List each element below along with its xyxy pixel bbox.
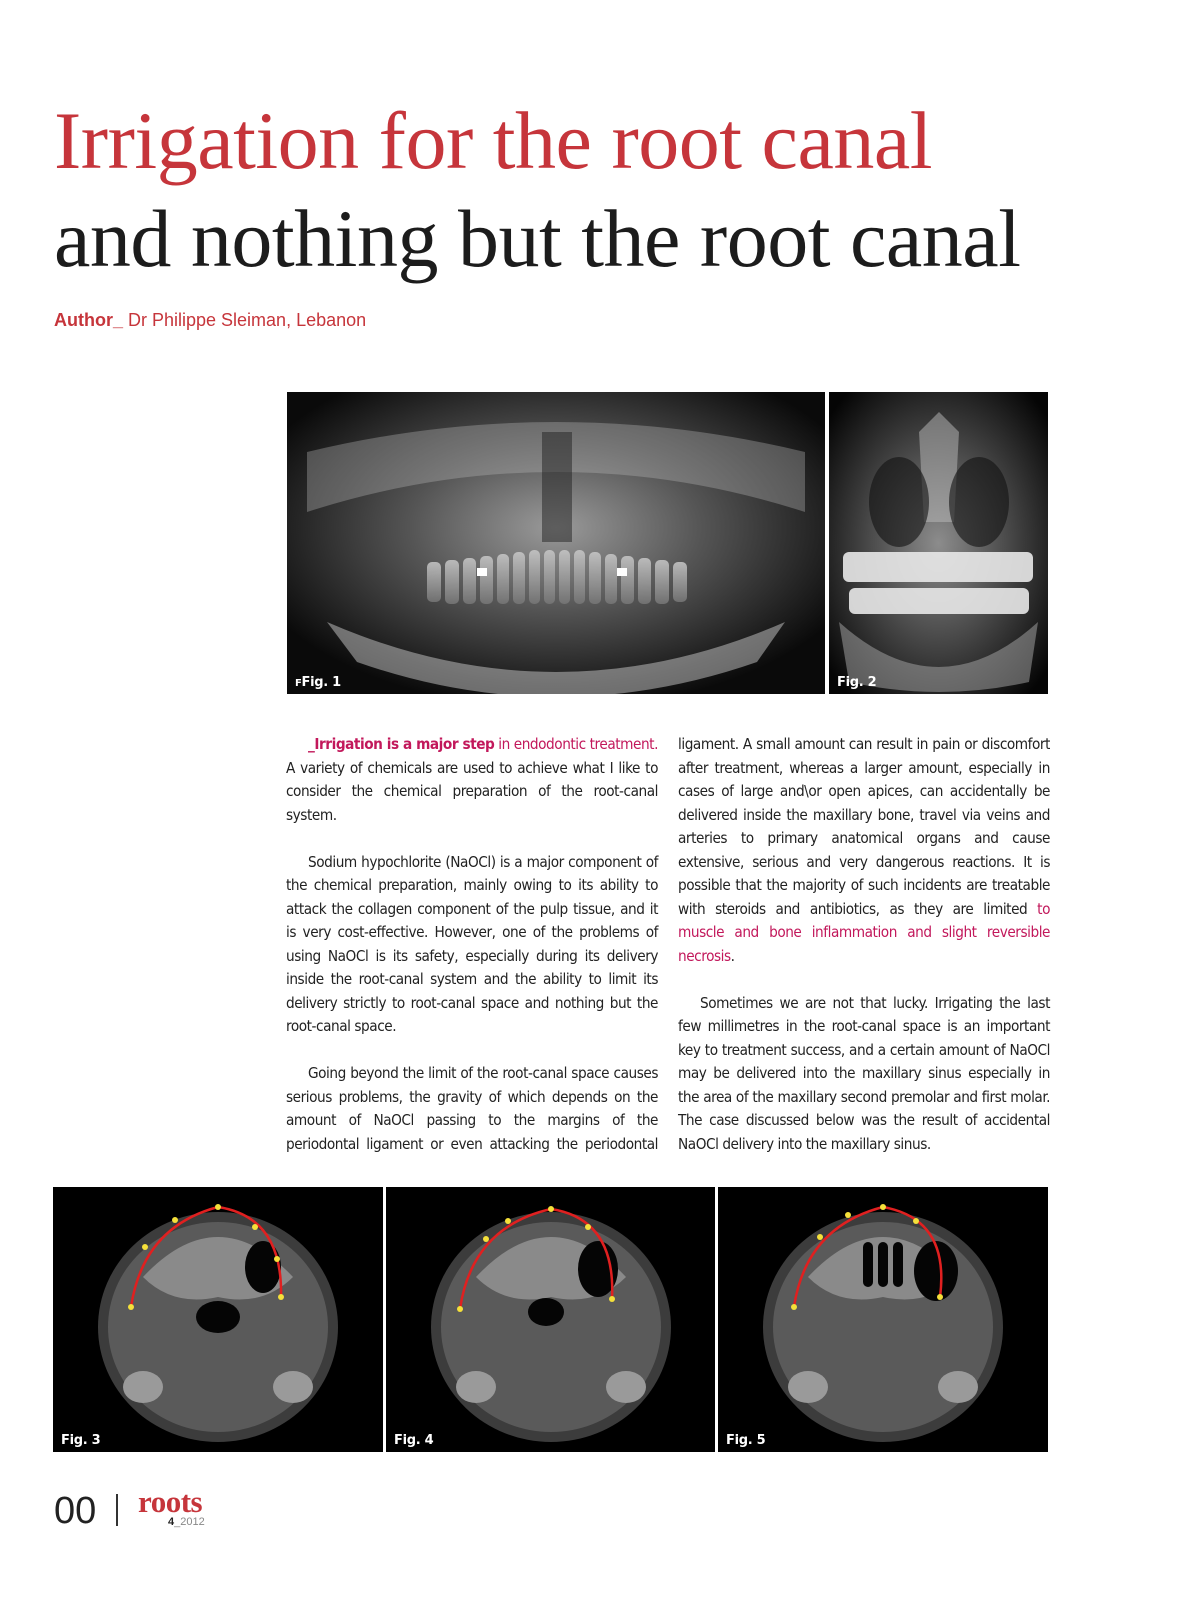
paragraph-1 (286, 733, 658, 827)
issue-year: _2012 (174, 1516, 205, 1528)
footer-divider (116, 1494, 118, 1526)
issue-number: 4 (168, 1516, 175, 1528)
figure-2-label: Fig. 2 (837, 675, 877, 690)
axial-ct-image-3 (53, 1187, 383, 1452)
author-label: Author_ (54, 310, 123, 330)
paragraph-4: Sometimes we are not that lucky. Irrigating the last few millimetres in the root-canal space is an important key to treatment success, and a certain amount of NaOCl may be delivered into the maxillary sinus especially in the area of the maxillary second premolar and first molar. The case discussed below was the result of accidental NaOCl delivery into the maxillary sinus. (678, 993, 1050, 1153)
body-column-right (678, 733, 1050, 1180)
figure-1-label: FFig. 1 (295, 675, 341, 690)
paragraph-1-text: A variety of chemicals are used to achieve what I like to consider the chemical preparation of the root-canal system. (286, 758, 658, 824)
issue-info (168, 1516, 205, 1528)
article-title-line2: and nothing but the root canal (54, 193, 1021, 284)
figure-1-panoramic-xray (287, 392, 825, 694)
lead-in-emphasis: _Irrigation is a major step (308, 735, 495, 753)
figure-5-axial-ct (718, 1187, 1048, 1452)
page-number: 00 (54, 1490, 97, 1532)
paragraph-3-continued-text: ligament. A small amount can result in pain or discomfort after treatment, whereas a larger amount, especially in cases of large and\or open apices, can accidentally be delivered inside the maxillary bone, travel via veins and arteries to primary anatomical organs and cause extensive, serious and very dangerous reactions. It is possible that the majority of such incidents are treatable with steroids and antibiotics, as they are limited to muscle and bone inflammation and slight reversible necrosis. (678, 735, 1050, 965)
paragraph-2: Sodium hypochlorite (NaOCl) is a major component of the chemical preparation, mainly owing to its ability to attack the collagen component of the pulp tissue, and it is very cost-effective. However, one of the problems of using NaOCl is its safety, especially during its delivery inside the root-canal system and the ability to limit its delivery strictly to root-canal space and nothing but the root-canal space. (286, 852, 658, 1035)
axial-ct-image-5 (718, 1187, 1048, 1452)
body-column-left (286, 733, 658, 1180)
magazine-logo: roots (138, 1484, 203, 1519)
figure-3-axial-ct (53, 1187, 383, 1452)
panoramic-xray-image (287, 392, 825, 694)
figure-4-axial-ct (386, 1187, 715, 1452)
figure-3-label: Fig. 3 (61, 1433, 101, 1448)
figure-2-frontal-xray (829, 392, 1048, 694)
frontal-xray-image (829, 392, 1048, 694)
figure-4-label: Fig. 4 (394, 1433, 434, 1448)
author-name: Dr Philippe Sleiman, Lebanon (123, 310, 367, 330)
paragraph-3-text: Going beyond the limit of the root-canal space causes serious problems, the gravity of which depends on the amount of NaOCl passing to the margins of the periodontal ligament or even attacking the periodontal (286, 1064, 658, 1153)
article-title-line1: Irrigation for the root canal (54, 95, 933, 186)
paragraph-3 (286, 1062, 658, 1156)
lead-in-continuation: in endodontic treatment. (494, 735, 658, 753)
axial-ct-image-4 (386, 1187, 715, 1452)
author-byline (54, 310, 366, 331)
highlighted-phrase: to muscle and bone inflammation and slight reversible necrosis (678, 899, 1050, 965)
paragraph-3-continued (678, 733, 1050, 968)
figure-5-label: Fig. 5 (726, 1433, 766, 1448)
